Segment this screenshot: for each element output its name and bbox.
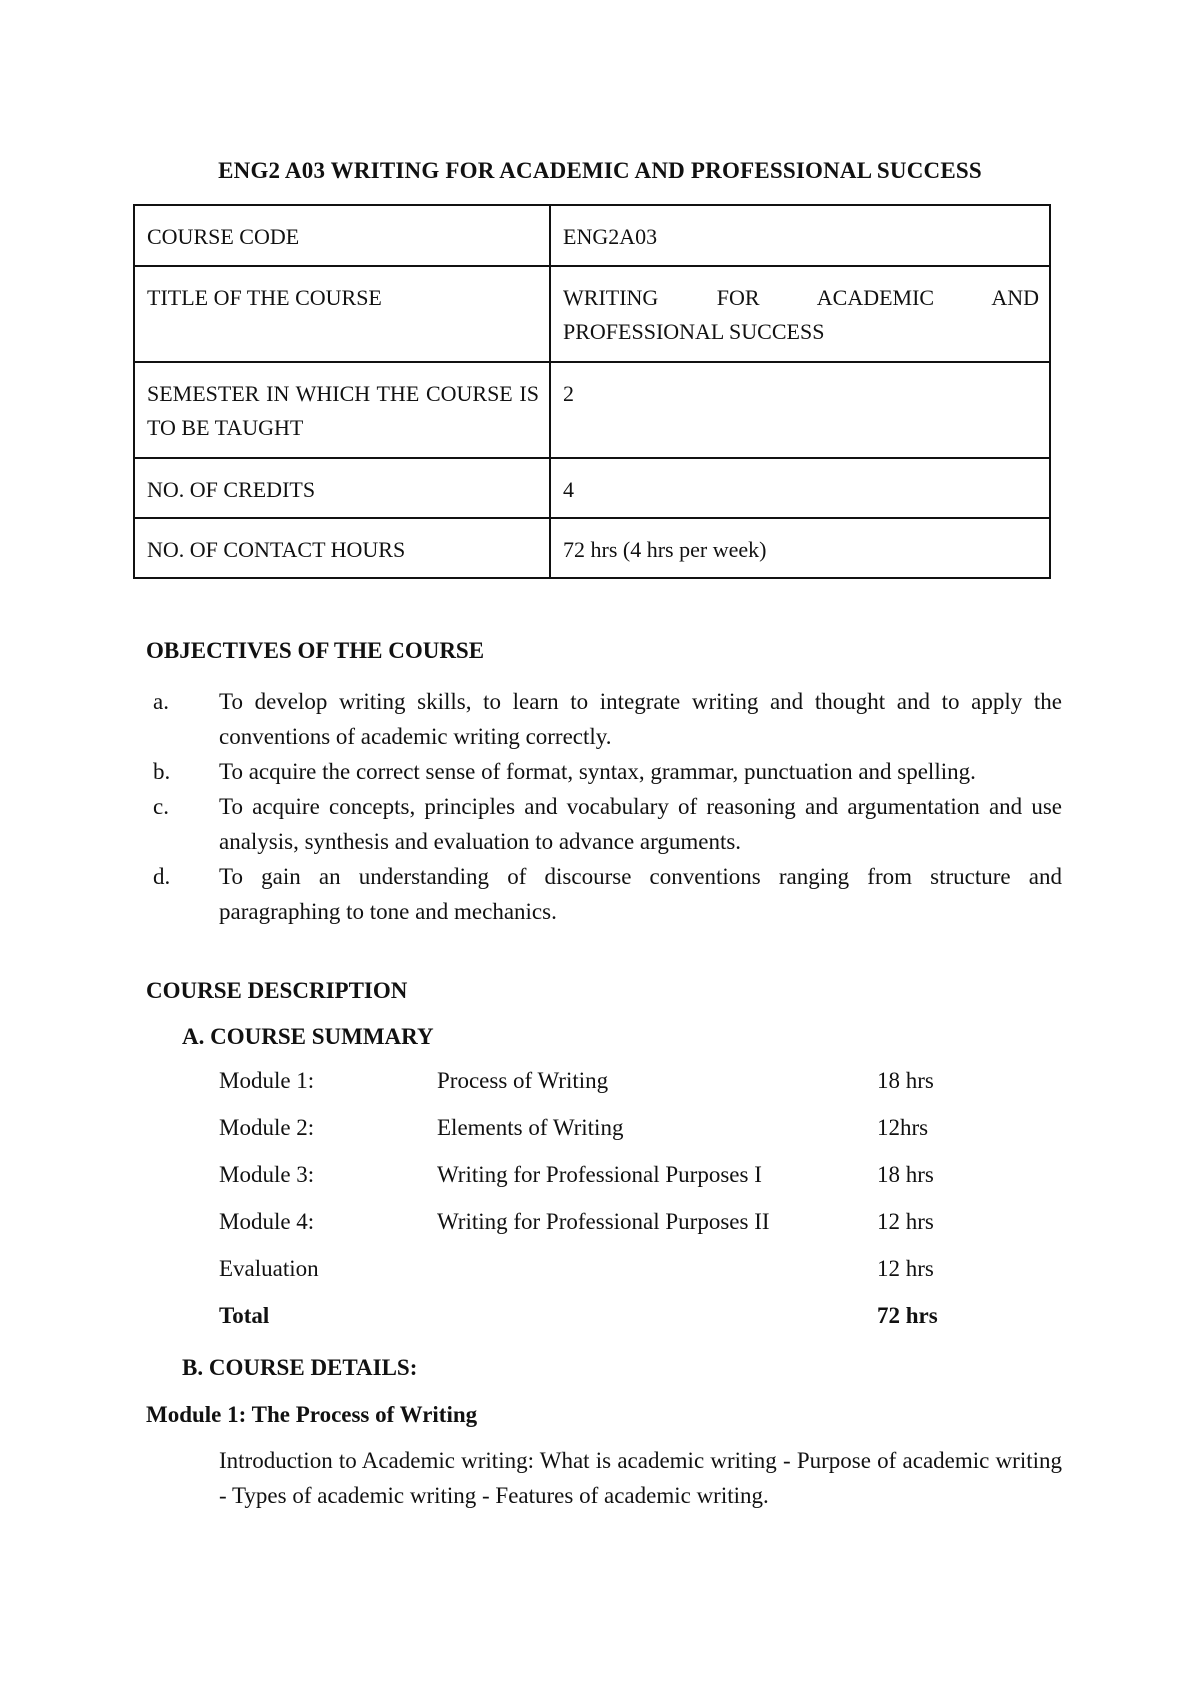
module-number: Evaluation: [219, 1256, 319, 1281]
list-item: [145, 754, 1062, 789]
course-summary-table: [219, 1068, 979, 1350]
table-cell-label: TITLE OF THE COURSE: [134, 266, 550, 362]
module-number: Module 1:: [219, 1068, 315, 1093]
table-row: [134, 362, 1050, 458]
table-row: [219, 1209, 979, 1256]
table-row: [134, 458, 1050, 518]
table-cell-value: WRITING FOR ACADEMIC AND PROFESSIONAL SUCCESS: [550, 266, 1050, 362]
module-hours: 18 hrs: [877, 1162, 934, 1187]
table-cell-label: COURSE CODE: [134, 205, 550, 266]
table-row: [219, 1256, 979, 1303]
list-item-text: To acquire concepts, principles and vocabulary of reasoning and argumentation and use analysis, synthesis and evaluation to advance arguments.: [219, 794, 1062, 854]
module-hours: 12 hrs: [877, 1209, 934, 1234]
module-hours: 12hrs: [877, 1115, 929, 1140]
list-item: [145, 684, 1062, 754]
module1-heading: Module 1: The Process of Writing: [146, 1402, 478, 1427]
total-hours: 72 hrs: [877, 1303, 938, 1328]
table-row: [219, 1162, 979, 1209]
table-row: [219, 1068, 979, 1115]
list-marker: d.: [153, 864, 171, 889]
table-cell-label: NO. OF CONTACT HOURS: [134, 518, 550, 578]
module-hours: 18 hrs: [877, 1068, 934, 1093]
objectives-heading: OBJECTIVES OF THE COURSE: [146, 638, 485, 663]
table-row: [134, 518, 1050, 578]
module-number: Module 3:: [219, 1162, 315, 1187]
list-item-text: To gain an understanding of discourse conventions ranging from structure and paragraphing to tone and mechanics.: [219, 864, 1062, 924]
module-name: Writing for Professional Purposes II: [437, 1209, 770, 1234]
table-row: [219, 1115, 979, 1162]
list-marker: c.: [153, 794, 169, 819]
table-cell-value: 2: [550, 362, 1050, 458]
table-cell-label: NO. OF CREDITS: [134, 458, 550, 518]
total-label: Total: [219, 1303, 270, 1328]
objectives-list: [145, 684, 1062, 929]
table-cell-label: SEMESTER IN WHICH THE COURSE IS TO BE TAUGHT: [134, 362, 550, 458]
list-item-text: To develop writing skills, to learn to integrate writing and thought and to apply the conventions of academic writing correctly.: [219, 689, 1062, 749]
list-marker: a.: [153, 689, 169, 714]
course-info-table: [133, 204, 1051, 579]
page-title: ENG2 A03 WRITING FOR ACADEMIC AND PROFESSIONAL SUCCESS: [218, 158, 982, 183]
table-row: [134, 205, 1050, 266]
module-name: Writing for Professional Purposes I: [437, 1162, 762, 1187]
list-item-text: To acquire the correct sense of format, syntax, grammar, punctuation and spelling.: [219, 759, 976, 784]
module-name: Process of Writing: [437, 1068, 609, 1093]
module-name: Elements of Writing: [437, 1115, 624, 1140]
table-row-total: [219, 1303, 979, 1350]
list-item: [145, 789, 1062, 859]
table-cell-value: 4: [550, 458, 1050, 518]
course-description-heading: COURSE DESCRIPTION: [146, 978, 408, 1003]
table-row: [134, 266, 1050, 362]
module-number: Module 4:: [219, 1209, 315, 1234]
table-cell-value: 72 hrs (4 hrs per week): [550, 518, 1050, 578]
course-summary-heading: A. COURSE SUMMARY: [182, 1024, 434, 1049]
list-item: [145, 859, 1062, 929]
module-number: Module 2:: [219, 1115, 315, 1140]
list-marker: b.: [153, 759, 171, 784]
course-details-heading: B. COURSE DETAILS:: [182, 1355, 418, 1380]
module-hours: 12 hrs: [877, 1256, 934, 1281]
table-cell-value: ENG2A03: [550, 205, 1050, 266]
module1-intro: Introduction to Academic writing: What is academic writing - Purpose of academic writing - Types of academic writing - Features of academic writing.: [219, 1448, 1062, 1508]
